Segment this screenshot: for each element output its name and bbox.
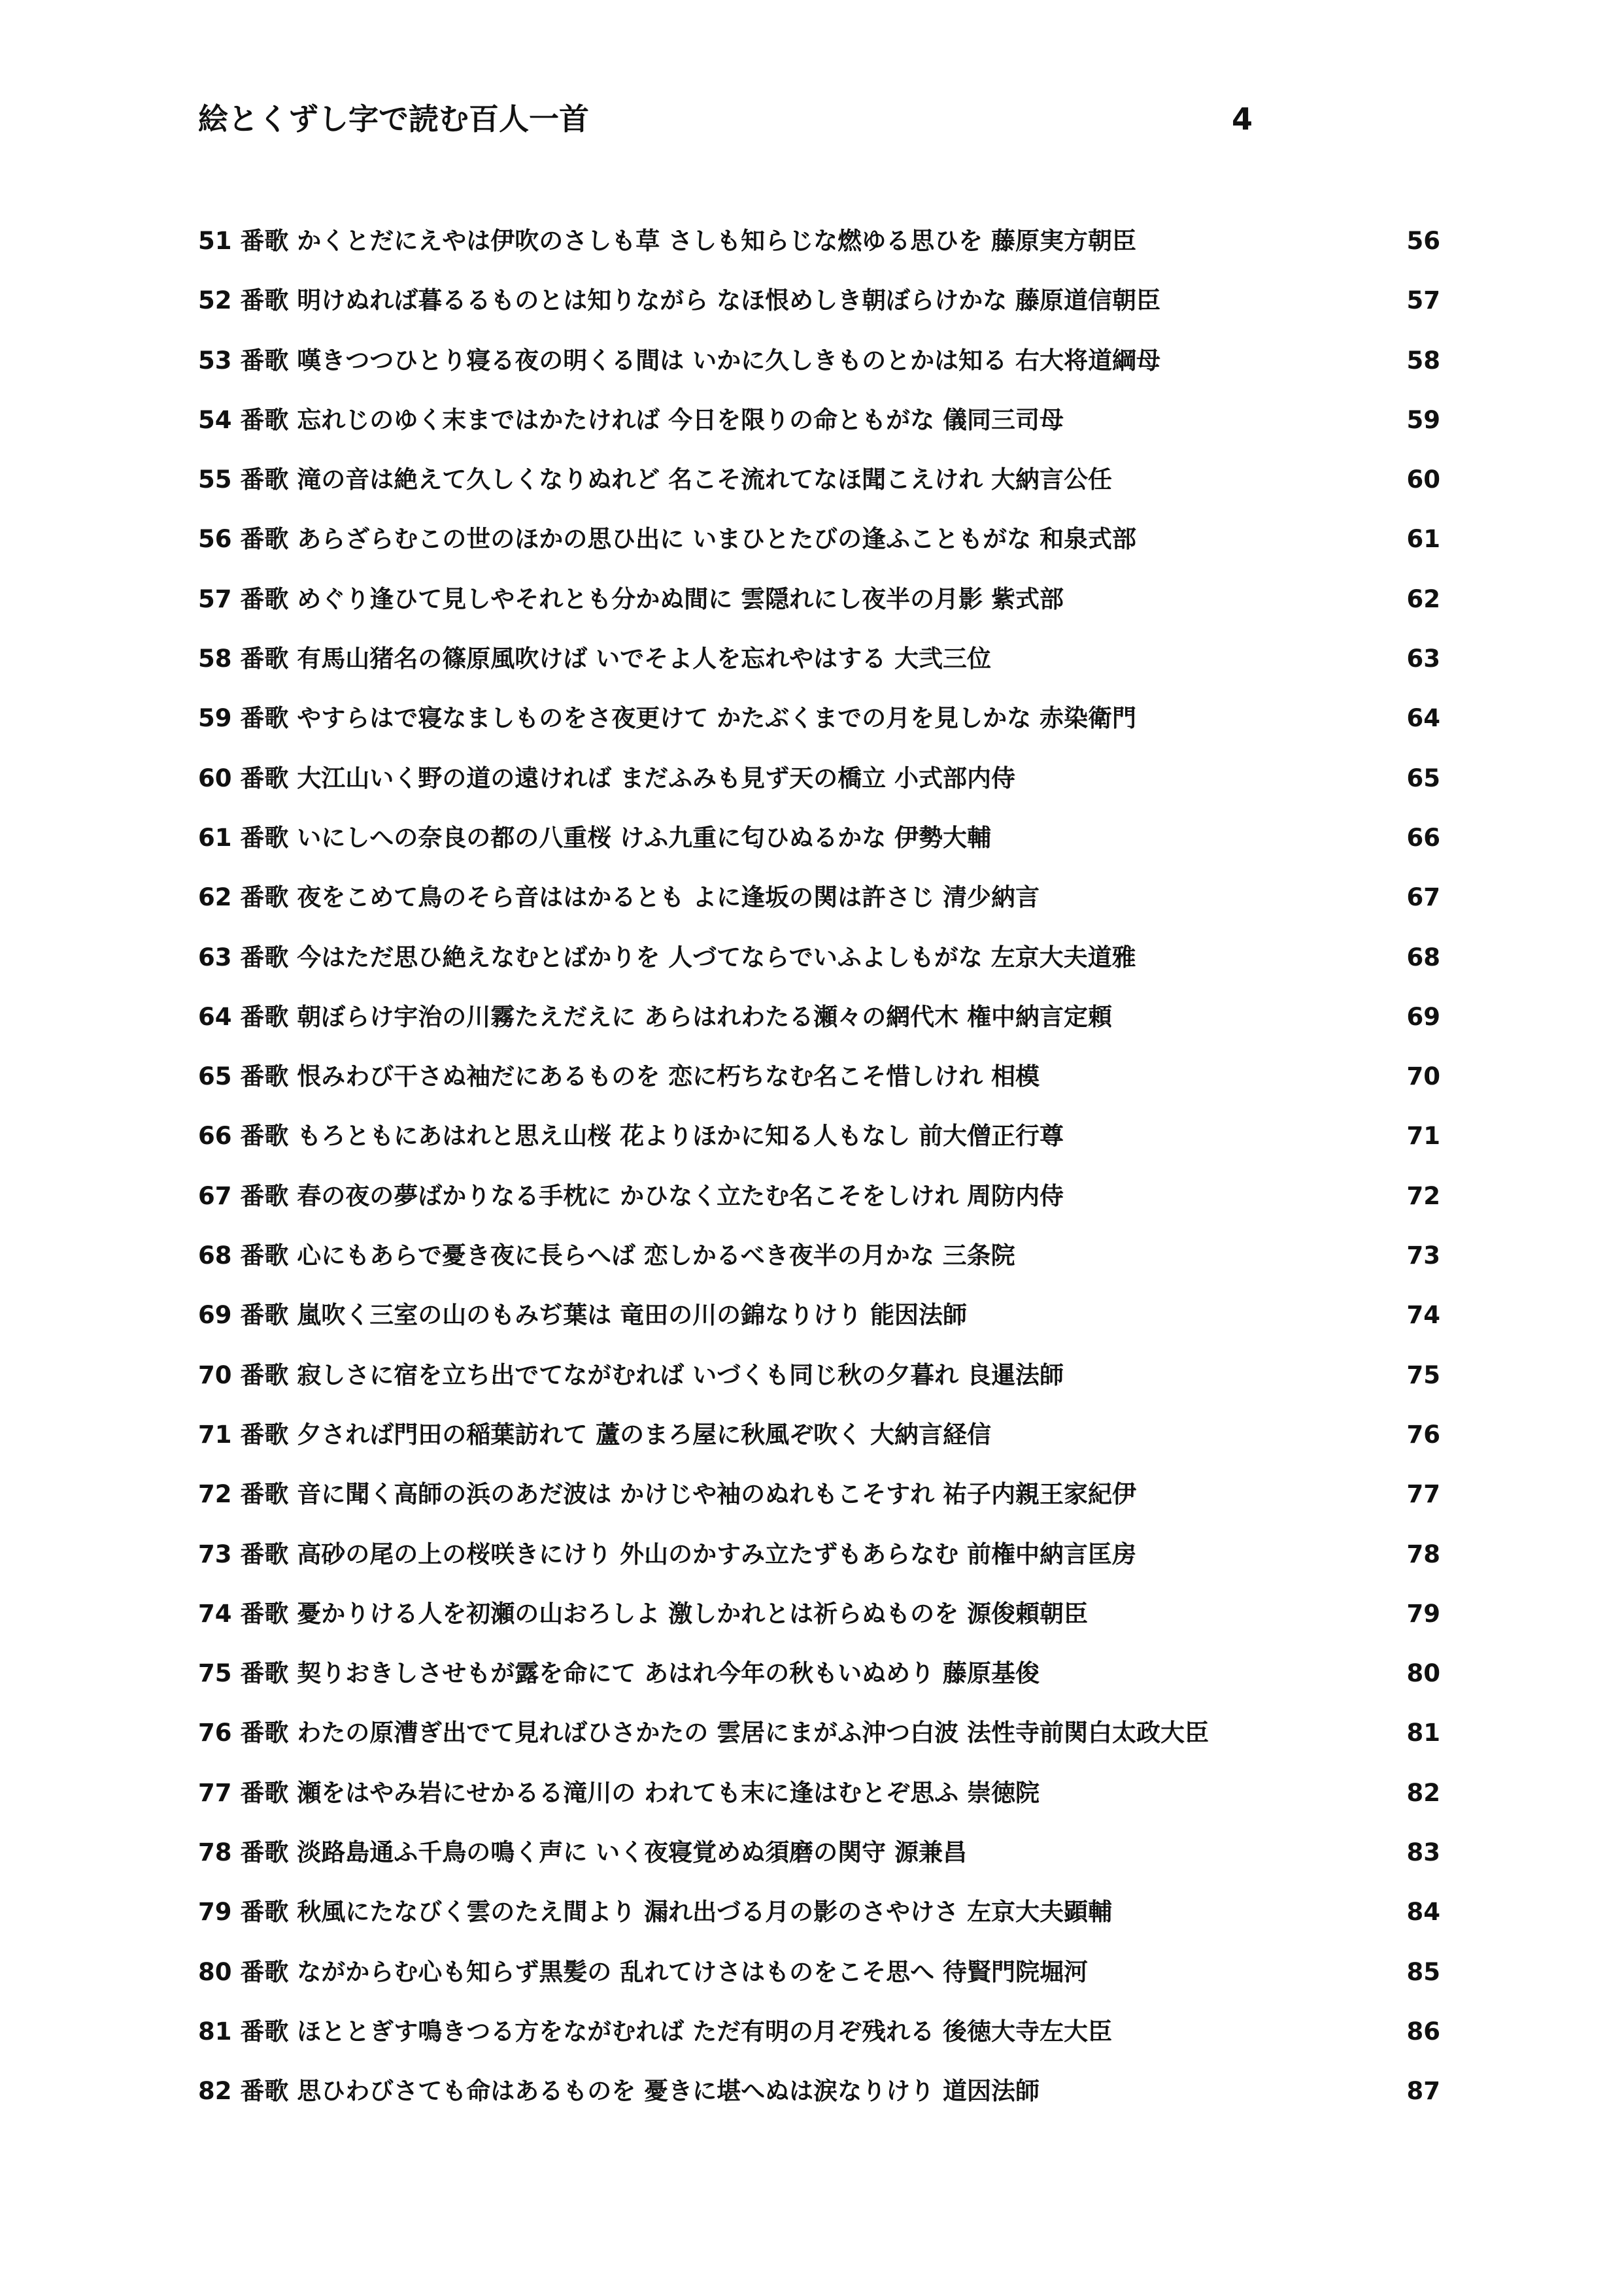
poem-number: 58 番歌	[198, 645, 289, 673]
poem-text: 思ひわびさても命はあるものを 憂きに堪へぬは涙なりけり 道因法師	[297, 2077, 1040, 2106]
toc-entry	[198, 2011, 1112, 2053]
toc-page-number: 65	[1406, 764, 1440, 792]
toc-row	[198, 638, 1440, 698]
page-header	[0, 0, 1624, 170]
poem-text: 恨みわび干さぬ袖だにあるものを 恋に朽ちなむ名こそ惜しけれ 相模	[297, 1062, 1040, 1091]
toc-page-number: 57	[1406, 286, 1440, 315]
toc-page-number: 79	[1406, 1599, 1440, 1628]
toc-row	[198, 2011, 1440, 2070]
toc-entry	[198, 1951, 1088, 1993]
poem-number: 70 番歌	[198, 1360, 289, 1389]
poem-number: 67 番歌	[198, 1181, 289, 1210]
poem-number: 80 番歌	[198, 1957, 289, 1986]
poem-text: 寂しさに宿を立ち出でてながむれば いづくも同じ秋の夕暮れ 良暹法師	[297, 1360, 1064, 1389]
toc-row	[198, 1115, 1440, 1175]
toc-row	[198, 1056, 1440, 1115]
toc-entry	[198, 340, 1160, 382]
toc-row	[198, 937, 1440, 996]
toc-row	[198, 459, 1440, 518]
poem-text: 夜をこめて鳥のそら音ははかるとも よに逢坂の関は許さじ 清少納言	[297, 883, 1040, 912]
toc-entry	[198, 698, 1136, 739]
toc-page-number: 76	[1406, 1420, 1440, 1449]
toc-entry	[198, 399, 1064, 441]
toc-entry	[198, 1115, 1064, 1157]
toc-entry	[198, 1593, 1088, 1635]
toc-row	[198, 1712, 1440, 1772]
toc-entry	[198, 220, 1136, 262]
toc-row	[198, 1772, 1440, 1832]
poem-text: 淡路島通ふ千鳥の鳴く声に いく夜寝覚めぬ須磨の関守 源兼昌	[297, 1838, 968, 1867]
poem-text: 瀬をはやみ岩にせかるる滝川の われても末に逢はむとぞ思ふ 崇徳院	[297, 1778, 1040, 1807]
poem-text: 高砂の尾の上の桜咲きにけり 外山のかすみ立たずもあらなむ 前権中納言匡房	[297, 1540, 1137, 1568]
toc-entry	[198, 2070, 1040, 2112]
toc-row	[198, 1891, 1440, 1951]
poem-text: 滝の音は絶えて久しくなりぬれど 名こそ流れてなほ聞こえけれ 大納言公任	[297, 465, 1113, 494]
toc-row	[198, 1175, 1440, 1235]
poem-text: ながからむ心も知らず黒髪の 乱れてけさはものをこそ思へ 待賢門院堀河	[297, 1957, 1089, 1986]
toc-entry	[198, 1832, 967, 1874]
toc-entry	[198, 1414, 991, 1456]
toc-entry	[198, 1175, 1064, 1217]
toc-entry	[198, 1891, 1112, 1933]
toc-entry	[198, 1235, 1015, 1277]
toc-entry	[198, 1355, 1064, 1396]
toc-entry	[198, 459, 1112, 501]
poem-text: 朝ぼらけ宇治の川霧たえだえに あらはれわたる瀬々の網代木 権中納言定頼	[297, 1002, 1113, 1031]
toc-page-number: 82	[1406, 1778, 1440, 1807]
toc-entry	[198, 877, 1040, 919]
poem-text: わたの原漕ぎ出でて見ればひさかたの 雲居にまがふ沖つ白波 法性寺前関白太政大臣	[297, 1719, 1210, 1747]
poem-number: 60 番歌	[198, 764, 289, 792]
poem-text: ほととぎす鳴きつる方をながむれば ただ有明の月ぞ残れる 後徳大寺左大臣	[297, 2017, 1113, 2046]
toc-row	[198, 758, 1440, 817]
toc-page-number: 83	[1406, 1838, 1440, 1867]
toc-page-number: 84	[1406, 1898, 1440, 1927]
toc-row	[198, 1235, 1440, 1294]
poem-text: やすらはで寝なましものをさ夜更けて かたぶくまでの月を見しかな 赤染衛門	[297, 704, 1137, 733]
toc-page-number: 85	[1406, 1957, 1440, 1986]
poem-text: もろともにあはれと思え山桜 花よりほかに知る人もなし 前大僧正行尊	[297, 1122, 1064, 1151]
toc-page-number: 69	[1406, 1002, 1440, 1031]
poem-number: 56 番歌	[198, 525, 289, 554]
poem-number: 81 番歌	[198, 2017, 289, 2046]
toc-entry	[198, 518, 1136, 560]
toc-entry	[198, 280, 1160, 322]
toc-page-number: 77	[1406, 1480, 1440, 1509]
poem-text: 契りおきしさせもが露を命にて あはれ今年の秋もいぬめり 藤原基俊	[297, 1659, 1040, 1688]
poem-number: 52 番歌	[198, 286, 289, 315]
toc-row	[198, 1653, 1440, 1712]
poem-text: 忘れじのゆく末まではかたければ 今日を限りの命ともがな 儀同三司母	[297, 405, 1064, 434]
poem-text: 大江山いく野の道の遠ければ まだふみも見ず天の橋立 小式部内侍	[297, 764, 1016, 792]
poem-number: 65 番歌	[198, 1062, 289, 1091]
toc-entry	[198, 1474, 1136, 1515]
poem-text: 嘆きつつひとり寝る夜の明くる間は いかに久しきものとかは知る 右大将道綱母	[297, 346, 1161, 375]
toc-entry	[198, 1712, 1209, 1754]
toc-entry	[198, 638, 991, 680]
toc-page-number: 56	[1406, 227, 1440, 255]
poem-number: 62 番歌	[198, 883, 289, 912]
toc-entry	[198, 1056, 1040, 1098]
toc-entry	[198, 817, 991, 859]
toc-row	[198, 1593, 1440, 1653]
toc-row	[198, 817, 1440, 877]
toc-page-number: 74	[1406, 1301, 1440, 1330]
toc-page-number: 70	[1406, 1062, 1440, 1091]
poem-text: 有馬山猪名の篠原風吹けば いでそよ人を忘れやはする 大弐三位	[297, 645, 992, 673]
poem-number: 75 番歌	[198, 1659, 289, 1688]
toc-page-number: 75	[1406, 1360, 1440, 1389]
poem-number: 74 番歌	[198, 1599, 289, 1628]
poem-number: 78 番歌	[198, 1838, 289, 1867]
poem-number: 76 番歌	[198, 1719, 289, 1747]
toc-page-number: 61	[1406, 525, 1440, 554]
poem-number: 73 番歌	[198, 1540, 289, 1568]
toc-page-number: 72	[1406, 1181, 1440, 1210]
toc-entry	[198, 1534, 1136, 1576]
poem-number: 63 番歌	[198, 943, 289, 971]
toc-page-number: 66	[1406, 823, 1440, 852]
toc-page-number: 64	[1406, 704, 1440, 733]
toc-row	[198, 2070, 1440, 2130]
poem-text: 心にもあらで憂き夜に長らへば 恋しかるべき夜半の月かな 三条院	[297, 1241, 1015, 1270]
toc-entry	[198, 1294, 967, 1336]
poem-number: 55 番歌	[198, 465, 289, 494]
toc-row	[198, 579, 1440, 638]
poem-number: 77 番歌	[198, 1778, 289, 1807]
toc-page-number: 59	[1406, 405, 1440, 434]
page-number: 4	[1232, 101, 1253, 137]
poem-number: 82 番歌	[198, 2077, 289, 2106]
poem-number: 71 番歌	[198, 1420, 289, 1449]
poem-text: 嵐吹く三室の山のもみぢ葉は 竜田の川の錦なりけり 能因法師	[297, 1301, 968, 1330]
toc-page-number: 58	[1406, 346, 1440, 375]
poem-text: めぐり逢ひて見しやそれとも分かぬ間に 雲隠れにし夜半の月影 紫式部	[297, 584, 1064, 613]
poem-text: 秋風にたなびく雲のたえ間より 漏れ出づる月の影のさやけさ 左京大夫顕輔	[297, 1898, 1113, 1927]
toc-page-number: 86	[1406, 2017, 1440, 2046]
poem-text: かくとだにえやは伊吹のさしも草 さしも知らじな燃ゆる思ひを 藤原実方朝臣	[297, 227, 1137, 255]
poem-text: 音に聞く高師の浜のあだ波は かけじや袖のぬれもこそすれ 祐子内親王家紀伊	[297, 1480, 1137, 1509]
poem-text: あらざらむこの世のほかの思ひ出に いまひとたびの逢ふこともがな 和泉式部	[297, 525, 1137, 554]
poem-number: 53 番歌	[198, 346, 289, 375]
toc-page-number: 67	[1406, 883, 1440, 912]
toc-entry	[198, 996, 1112, 1038]
toc-row	[198, 340, 1440, 399]
poem-number: 51 番歌	[198, 227, 289, 255]
poem-text: 夕されば門田の稲葉訪れて 蘆のまろ屋に秋風ぞ吹く 大納言経信	[297, 1420, 992, 1449]
toc-row	[198, 1951, 1440, 2011]
toc-row	[198, 220, 1440, 280]
toc-page-number: 87	[1406, 2077, 1440, 2106]
poem-number: 61 番歌	[198, 823, 289, 852]
toc-row	[198, 1294, 1440, 1354]
poem-number: 59 番歌	[198, 704, 289, 733]
poem-text: 明けぬれば暮るるものとは知りながら なほ恨めしき朝ぼらけかな 藤原道信朝臣	[297, 286, 1161, 315]
toc-row	[198, 280, 1440, 339]
toc-page-number: 80	[1406, 1659, 1440, 1688]
toc-entry	[198, 937, 1136, 979]
poem-text: 今はただ思ひ絶えなむとばかりを 人づてならでいふよしもがな 左京大夫道雅	[297, 943, 1136, 971]
poem-number: 64 番歌	[198, 1002, 289, 1031]
toc-row	[198, 877, 1440, 936]
toc-page-number: 78	[1406, 1540, 1440, 1568]
poem-number: 68 番歌	[198, 1241, 289, 1270]
toc-row	[198, 1534, 1440, 1593]
toc-page-number: 71	[1406, 1122, 1440, 1151]
toc-page-number: 81	[1406, 1719, 1440, 1747]
toc-row	[198, 518, 1440, 578]
poem-number: 66 番歌	[198, 1122, 289, 1151]
toc-row	[198, 399, 1440, 459]
toc-row	[198, 698, 1440, 757]
document-title: 絵とくずし字で読む百人一首	[198, 101, 589, 137]
toc-page-number: 68	[1406, 943, 1440, 971]
toc-row	[198, 996, 1440, 1056]
poem-text: 憂かりける人を初瀬の山おろしよ 激しかれとは祈らぬものを 源俊頼朝臣	[297, 1599, 1089, 1628]
toc-row	[198, 1414, 1440, 1474]
poem-number: 72 番歌	[198, 1480, 289, 1509]
toc-row	[198, 1474, 1440, 1533]
poem-number: 57 番歌	[198, 584, 289, 613]
toc-page-number: 63	[1406, 645, 1440, 673]
toc-row	[198, 1355, 1440, 1414]
poem-number: 69 番歌	[198, 1301, 289, 1330]
poem-text: いにしへの奈良の都の八重桜 けふ九重に匂ひぬるかな 伊勢大輔	[297, 823, 992, 852]
toc-page-number: 60	[1406, 465, 1440, 494]
toc-entry	[198, 1653, 1040, 1695]
table-of-contents	[198, 220, 1440, 2131]
toc-page-number: 73	[1406, 1241, 1440, 1270]
toc-entry	[198, 1772, 1040, 1814]
toc-entry	[198, 758, 1015, 800]
poem-number: 54 番歌	[198, 405, 289, 434]
poem-number: 79 番歌	[198, 1898, 289, 1927]
toc-entry	[198, 579, 1064, 620]
poem-text: 春の夜の夢ばかりなる手枕に かひなく立たむ名こそをしけれ 周防内侍	[297, 1181, 1064, 1210]
toc-row	[198, 1832, 1440, 1891]
toc-page-number: 62	[1406, 584, 1440, 613]
